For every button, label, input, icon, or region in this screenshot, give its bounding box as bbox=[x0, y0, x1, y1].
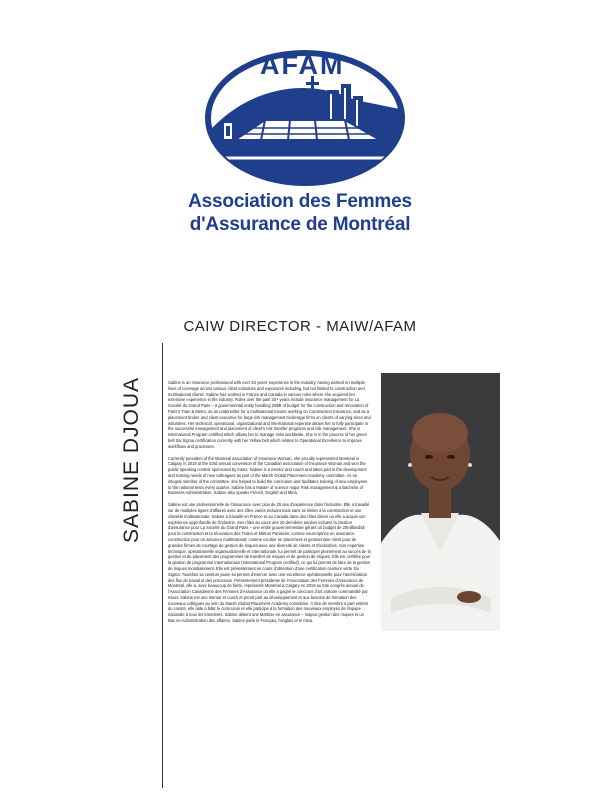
bio-text bbox=[168, 380, 371, 630]
portrait-illustration bbox=[381, 373, 500, 631]
org-name-line-1: Association des Femmes bbox=[188, 191, 412, 212]
org-name-line-2: d'Assurance de Montréal bbox=[189, 214, 411, 235]
afam-emblem bbox=[195, 40, 415, 190]
person-name: SABINE DJOUA bbox=[120, 376, 143, 544]
bio-paragraph-en-1: Sabine is an insurance professional with over 20 years' experience in the industry, having worked on multiple lines of coverage across various client industries and exposures including, but not limited to construction and multinational clients. Sabine has worked in France and Canada in various roles where she acquired her extensive experience in the industry. Roles over the past 20+ years include insurance management for La Société du Grand Paris – a governmental entity handling 20$B of budget for the construction and renovation of Paris's Train & Metro, as an underwriter for a multinational insurer working on Construction Insurance, and as a placement broker and client executive for large risk management brokerage firms on clients of varying sizes and industries. Her technical, operational, organizational and international expertise allows her to fully participate in the successful management and placement of client's risk transfer programs and risk management. She is International Program certified which allows her to manage risks worldwide. She is in the process of her green belt Six Sigma certification currently with her Yellow belt which relates to Operational Excellence to improve workflows and processes. bbox=[168, 380, 371, 449]
bio-paragraph-fr: Sabine est une professionnelle de l'assurance avec plus de 20 ans d'expérience dans l'industrie. Elle a travaillé sur de multiples lignes d'affaires avec des rôles variés incluant mais sans se limiter à la construction et une clientèle multinationale. Sabine a travaillé en France et au Canada dans des rôles divers où elle a acquis son expérience approfondie de l'industrie. Ses rôles au cours des 20 dernières années incluent la Gestion d'assurance pour La Société du Grand Paris – une entité gouvernementale gérant un budget de 20milliards$ pour la construction et la rénovation des Trains et Métros Parisiens; comme souscriptrice en assurance construction pour un assureur multinational; comme courtier en placement et gestionnaire client pour de grandes firmes de courtage de gestion de risques avec une diversité de clients et d'industries. Son expertise technique, opérationnelle organisationnelle et internationale, lui permet de participer pleinement au succès de la gestion et du placement des programmes de transfert de risques et de gestion de risques. Elle est certifiée pour la gestion de programme internationaux (International Program certified), ce qui lui permet de faire de la gestion de risques mondialement. Elle est présentement en cours d'obtention d'une certification ceinture verte Six Sigma. Toutefois sa ceinture jaune lui permet d'exercer avec une excellence opérationnelle pour l'amélioration des flux de travail et des processus. Présentement présidente de l'Association des Femmes d'Assurance de Montréal, elle a, avec beaucoup de fierté, représenté Montréal à Calgary en 2019 au 53e congrès annuel de l'Association Canadienne des Femmes d'Assurance où elle a gagné le concours d'art oratoire commandité par Intact. Sabine est une mentor et coach et prend part au développement et aux besoins de formation des nouveaux collègues au sein du Marsh Global Placement Academy committee. À titre de membre à part entière du comité, elle aide à bâtir le curriculum et elle participe à la formation des nouveaux employés de l'équipe nationale à tous les trimestres. Sabine détient une Maîtrise en assurance – majeur gestion des risques et un Bac en Administration des affaires. Sabine parle le Français, l'anglais et le mina. bbox=[168, 502, 371, 624]
role-title: CAIW DIRECTOR - MAIW/AFAM bbox=[183, 318, 417, 335]
vertical-divider bbox=[162, 343, 163, 788]
portrait-photo bbox=[381, 373, 500, 631]
organization-name bbox=[150, 190, 450, 236]
logo-acronym: AFAM bbox=[260, 50, 345, 80]
bio-paragraph-en-2: Currently president of the Montreal association of Insurance Woman, she proudly represented Montreal in Calgary in 2019 at the 53rd annual convention of the Canadian association of Insurance Woman and won the public speaking contest sponsored by Intact. Sabine is a mentor and coach and takes part in the development and training needs of new colleagues as part of the Marsh Global Placement Academy committee. As an integral member of the committee, she helped to build the curriculum and facilitates training of new employees to the national team every quarter. Sabine has a Master of science major Risk management & a Bachelor of Business Administration. Sabine also speaks French, English and Mina. bbox=[168, 455, 368, 496]
